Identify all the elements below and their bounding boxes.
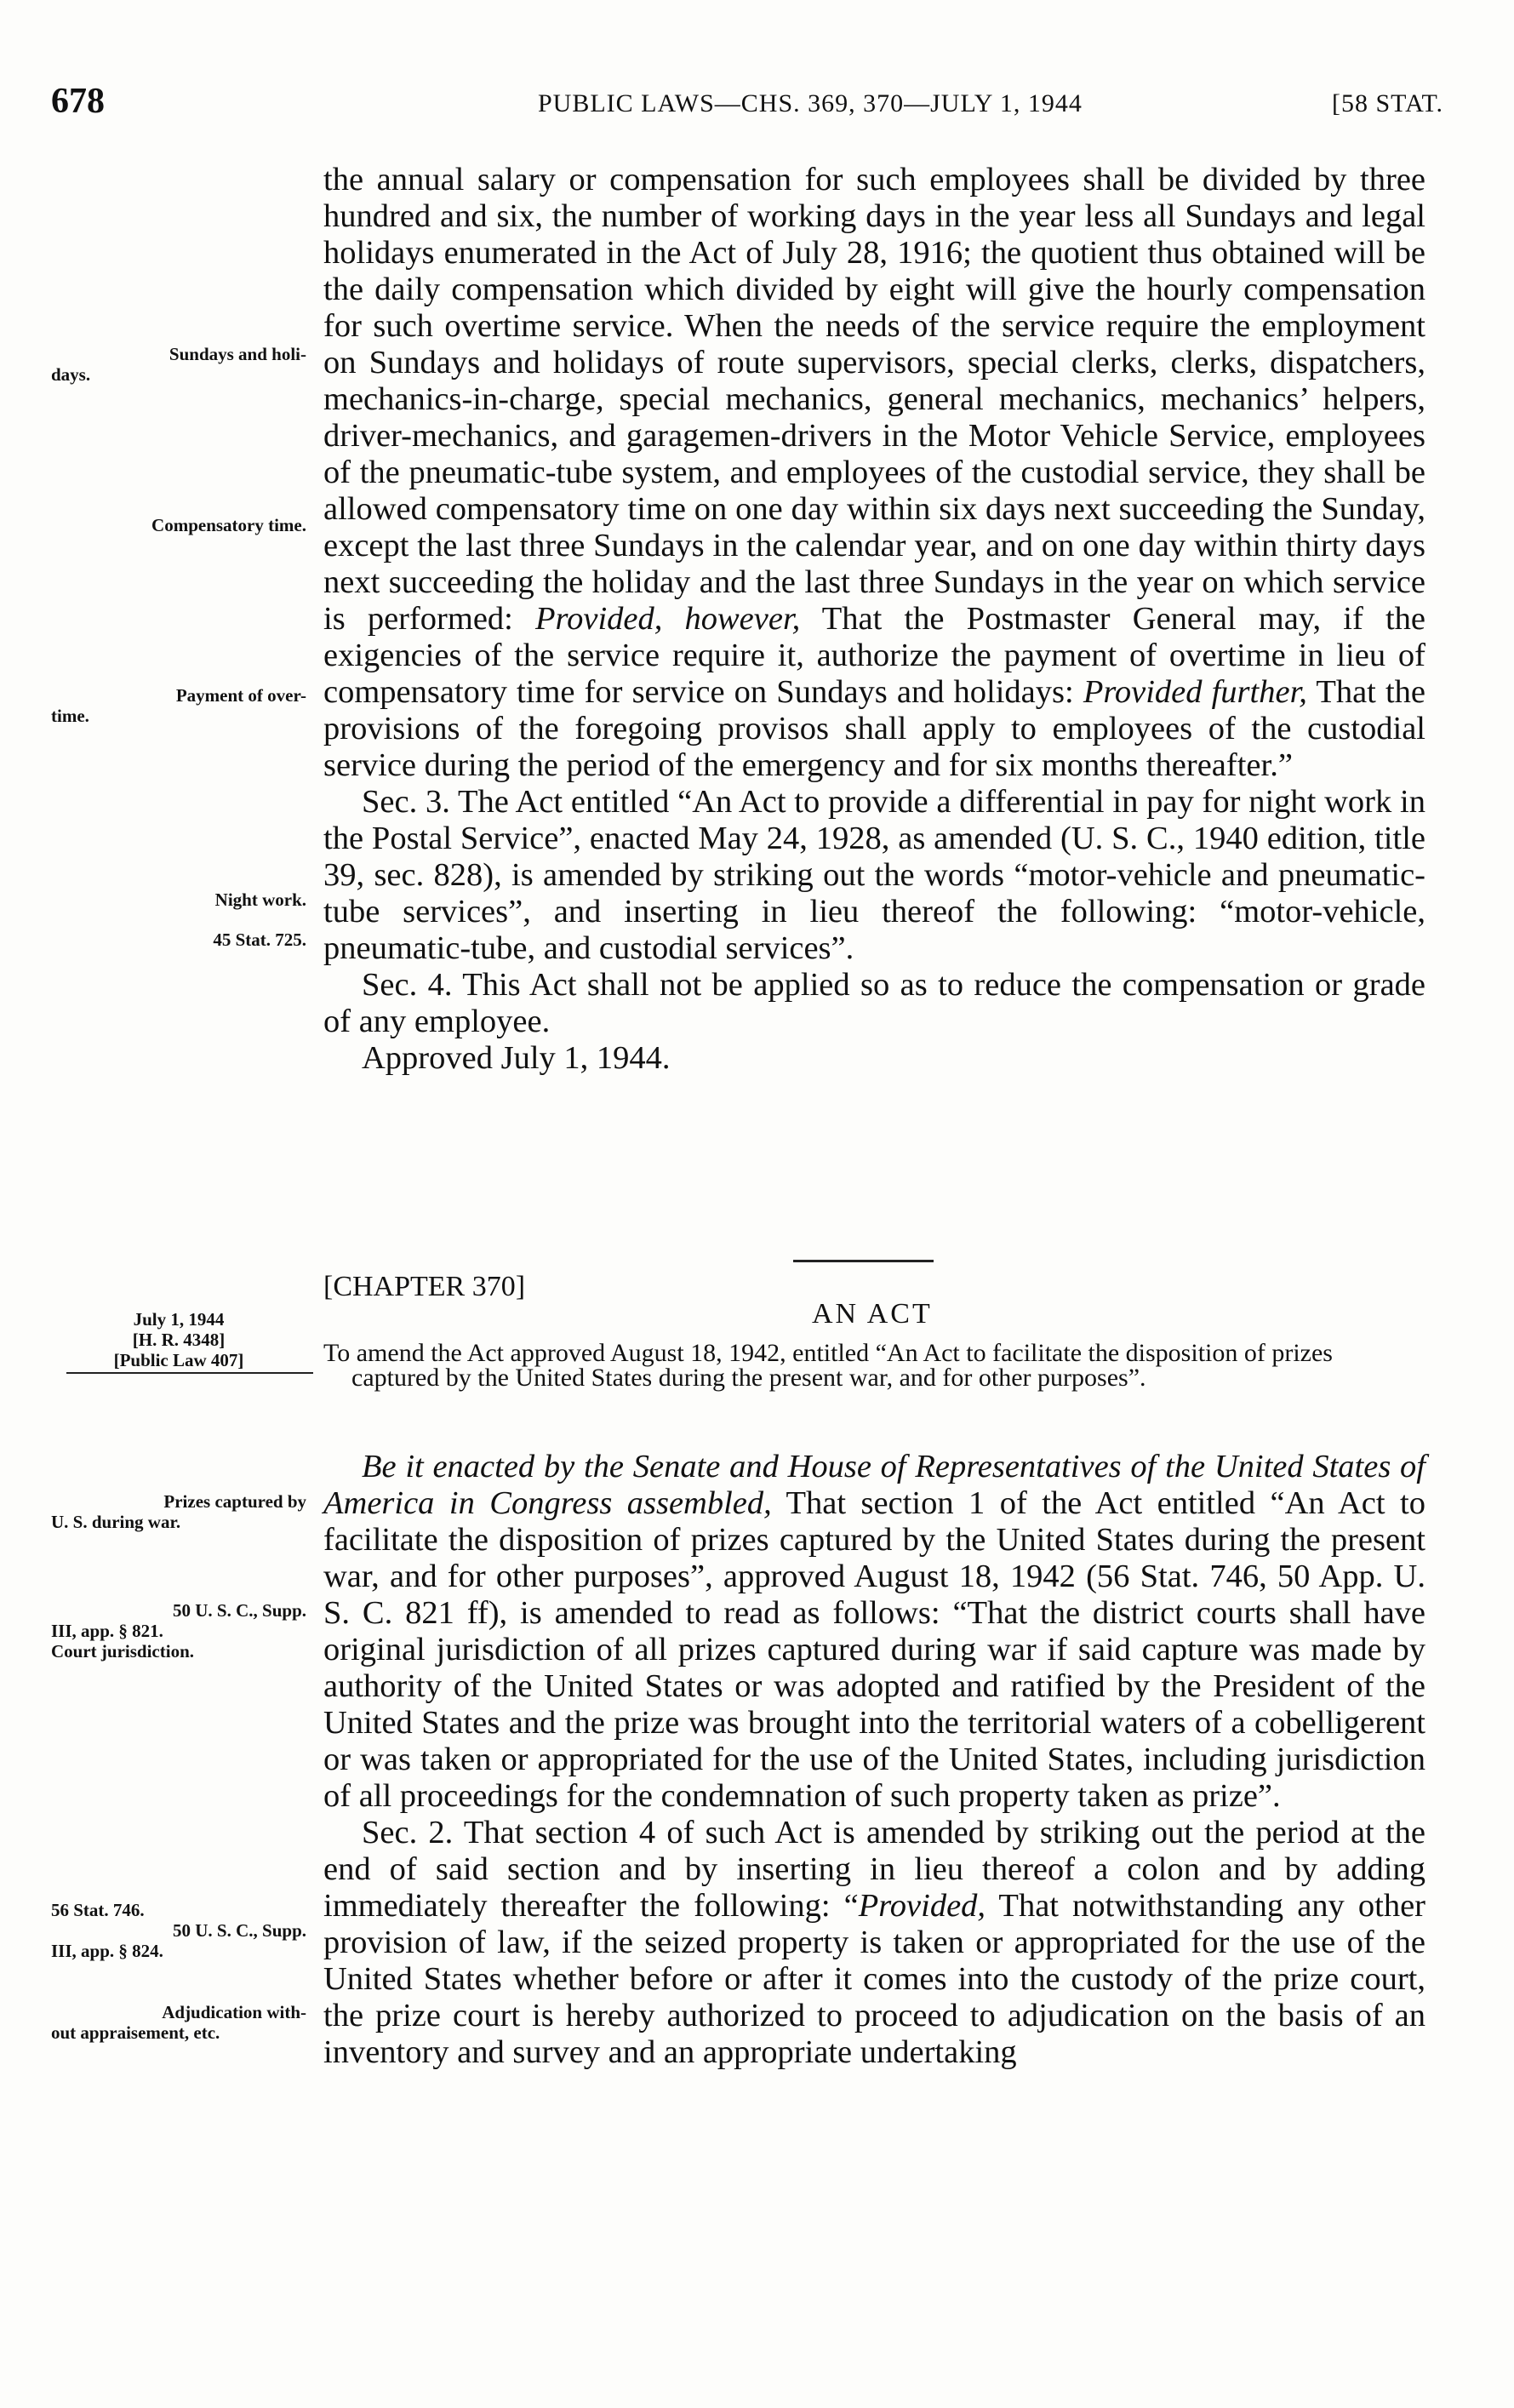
margin-note-enactment: July 1, 1944 [H. R. 4348] [Public Law 407] xyxy=(113,1309,244,1370)
paragraph-overtime: the annual salary or compensation for such employees shall be divided by three hundred and six, the number of working days in the year less all Sundays and legal holidays enumerated in the Act of July 28, 1916; the quotient thus obtained will be the daily compensation which divided by eight will give the hourly compensation for such overtime service. When the needs of the service require the employment on Sundays and holidays of route supervisors, special clerks, clerks, dispatchers, mechanics-in-charge, special mechanics, general mechanics, mechanics’ helpers, driver-mechanics, and garagemen-drivers in the Motor Vehicle Service, employees of the pneumatic-tube system, and employees of the custodial service, they shall be allowed compensatory time on one day within six days next succeeding the Sunday, except the last three Sundays in the calendar year, and on one day within thirty days next succeeding the holiday and the last three Sundays in the year on which service is performed: Provided, however, That the Postmaster General may, if the exigencies of the service require it, authorize the payment of overtime in lieu of compensatory time for service on Sundays and holidays: Provided further, That the provisions of the foregoing provisos shall apply to employees of the custodial service during the period of the emergency and for six months thereafter.” xyxy=(323,162,1426,783)
margin-note-stat56: 56 Stat. 746. 50 U. S. C., Supp. III, app. § 824. xyxy=(51,1900,306,1961)
margin-note-sundays: Sundays and holi- days. xyxy=(51,344,306,385)
paragraph-sec3: Sec. 3. The Act entitled “An Act to provide a differential in pay for night work in the Postal Service”, enacted May 24, 1928, as amended (U. S. C., 1940 edition, title 39, sec. 828), is amended by striking out the words “motor-vehicle and pneumatic-tube services”, and inserting in lieu thereof the following: “motor-vehicle, pneumatic-tube, and custodial services”. xyxy=(323,784,1425,966)
margin-note-night: Night work. xyxy=(214,889,306,910)
margin-note-prizes: Prizes captured by U. S. during war. xyxy=(51,1491,306,1532)
page-number: 678 xyxy=(51,82,105,121)
paragraph-enacting: Be it enacted by the Senate and House of Representatives of the United States of America in Congress assembled, That section 1 of the Act entitled “An Act to facilitate the disposition of prizes captured by the United States during the present war, and for other purposes”, approved August 18, 1942 (56 Stat. 746, 50 App. U. S. C. 821 ff), is amended to read as follows: “That the district courts shall have original jurisdiction of all prizes captured during war if said capture was made by authority of the United States or was adopted and ratified by the President of the United States and the prize was brought into the territorial waters of a cobelligerent or was taken or appropriated for the use of the United States, including jurisdiction of all proceedings for the condemnation of such property taken as prize”. xyxy=(323,1449,1425,1814)
approved-line: Approved July 1, 1944. xyxy=(362,1040,671,1076)
act-heading: AN ACT xyxy=(812,1298,933,1330)
margin-note-payment: Payment of over- time. xyxy=(51,685,306,726)
paragraph-sec2: Sec. 2. That section 4 of such Act is amended by striking out the period at the end of said section and by inserting in lieu thereof a colon and by adding immediately thereafter the following: “Provided, That notwithstanding any other provision of law, if the seized property is taken or appropriated for the use of the United States whether before or after it comes into the custody of the prize court, the prize court is hereby authorized to proceed to adjudication on the basis of an inventory and survey and an appropriate undertaking xyxy=(323,1815,1426,2070)
body-text-lower xyxy=(323,1449,1425,2071)
act-summary: To amend the Act approved August 18, 1942, entitled “An Act to facilitate the disposition of prizes captured by the United States during the present war, and for other purposes”. xyxy=(323,1339,1333,1392)
margin-note-adjudication: Adjudication with- out appraisement, etc. xyxy=(51,2002,306,2043)
margin-note-compensatory: Compensatory time. xyxy=(151,515,306,535)
margin-note-stat45: 45 Stat. 725. xyxy=(213,929,306,950)
running-title: PUBLIC LAWS—CHS. 369, 370—JULY 1, 1944 xyxy=(538,89,1083,117)
body-text-upper xyxy=(323,162,1425,1077)
volume-reference: [58 STAT. xyxy=(1332,89,1444,117)
margin-note-usc821: 50 U. S. C., Supp. III, app. § 821. Court jurisdiction. xyxy=(51,1600,306,1662)
paragraph-sec4: Sec. 4. This Act shall not be applied so as to reduce the compensation or grade of any employee. xyxy=(323,967,1425,1039)
chapter-rule xyxy=(793,1260,934,1262)
chapter-label: [CHAPTER 370] xyxy=(323,1271,526,1302)
margin-divider xyxy=(66,1372,313,1374)
page-header xyxy=(51,81,1447,132)
